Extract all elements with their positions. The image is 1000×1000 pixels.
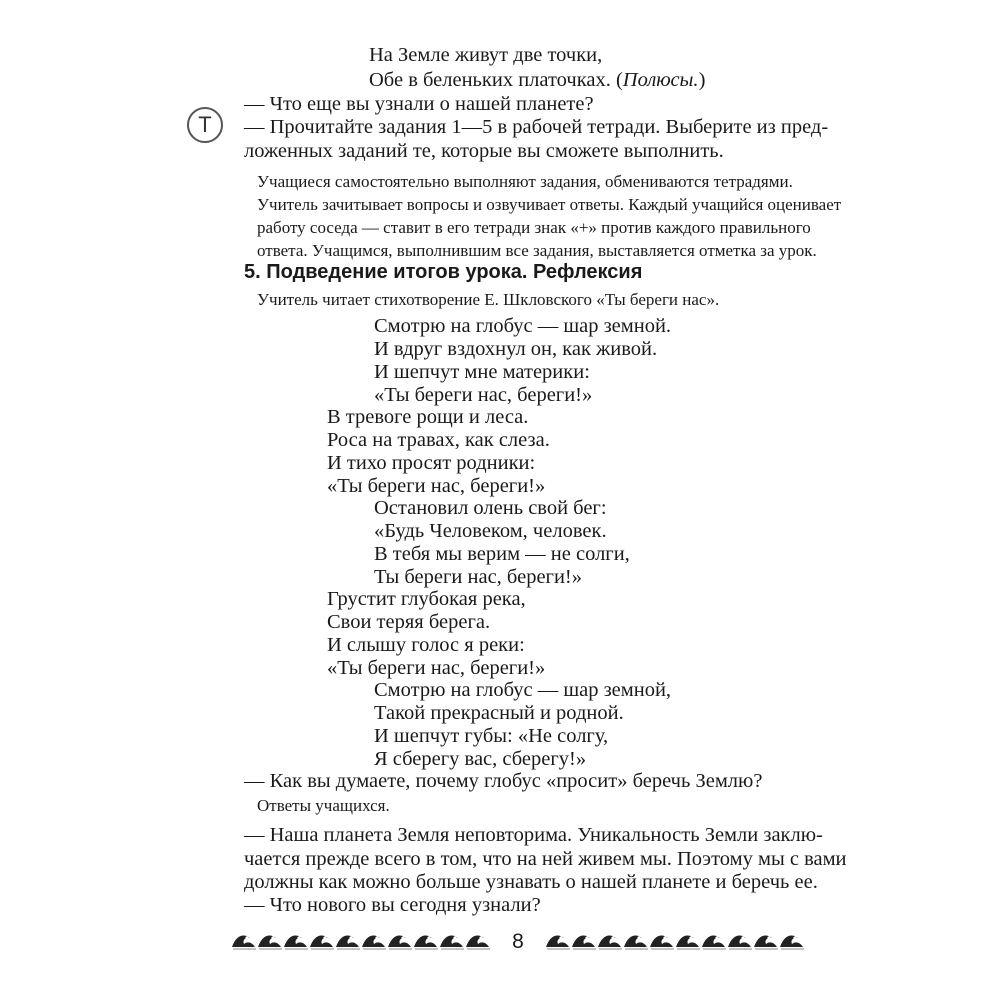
poem-line: «Будь Человеком, человек. <box>374 520 607 542</box>
poem-line: «Ты береги нас, береги!» <box>327 475 546 497</box>
poem-line: «Ты береги нас, береги!» <box>374 384 593 406</box>
question-globe: — Как вы думаете, почему глобус «просит» беречь Землю? <box>244 770 763 792</box>
section-heading: 5. Подведение итогов урока. Рефлексия <box>244 261 643 283</box>
poem-line: «Ты береги нас, береги!» <box>327 657 546 679</box>
answers-note: Ответы учащихся. <box>257 796 390 815</box>
task-instruction-line-2: ложенных заданий те, которые вы сможете выполнить. <box>244 140 724 162</box>
riddle-line-2 <box>369 69 705 92</box>
instruction-line: ответа. Учащимся, выполнившим все задания, выставляется отметка за урок. <box>257 241 817 260</box>
poem-line: Остановил олень свой бег: <box>374 497 607 519</box>
poem-line: Роса на травах, как слеза. <box>327 429 550 451</box>
page-number: 8 <box>512 930 524 953</box>
riddle-answer: Полюсы. <box>622 69 699 91</box>
poem-line: Такой прекрасный и родной. <box>374 702 624 724</box>
closing-line: должны как можно больше узнавать о нашей планете и беречь ее. <box>244 871 818 893</box>
poem-line: Свои теряя берега. <box>327 611 491 633</box>
poem-intro: Учитель читает стихотворение Е. Шкловского «Ты береги нас». <box>257 290 720 309</box>
instruction-line: Учитель зачитывает вопросы и озвучивает ответы. Каждый учащийся оценивает <box>257 195 842 214</box>
wave-ornament-left-icon <box>231 929 491 955</box>
poem-line: И шепчут губы: «Не солгу, <box>374 725 609 747</box>
riddle-text: Обе в беленьких платочках. ( <box>369 69 623 91</box>
instruction-line: Учащиеся самостоятельно выполняют задания, обмениваются тетрадями. <box>257 172 793 191</box>
poem-line: Я сберегу вас, сберегу!» <box>374 748 587 770</box>
closing-line: — Что нового вы сегодня узнали? <box>244 894 541 916</box>
closing-line: — Наша планета Земля неповторима. Уникальность Земли заклю- <box>244 824 823 846</box>
poem-line: И вдруг вздохнул он, как живой. <box>374 338 658 360</box>
poem-line: Ты береги нас, береги!» <box>374 566 582 588</box>
poem-line: И шепчут мне материки: <box>374 361 590 383</box>
poem-line: Грустит глубокая река, <box>327 588 526 610</box>
poem-line: И тихо просят родники: <box>327 452 536 474</box>
task-instruction-line-1: — Прочитайте задания 1—5 в рабочей тетради. Выберите из пред- <box>244 116 829 138</box>
poem-line: В тебя мы верим — не солги, <box>374 543 630 565</box>
poem-line: В тревоге рощи и леса. <box>327 406 529 428</box>
question-learned: — Что еще вы узнали о нашей планете? <box>244 93 594 115</box>
wave-ornament-right-icon <box>545 929 805 955</box>
poem-line: И слышу голос я реки: <box>327 634 525 656</box>
riddle-line-1: На Земле живут две точки, <box>369 44 603 66</box>
instruction-line: работу соседа — ставит в его тетради знак «+» против каждого правильного <box>257 218 811 237</box>
riddle-end: ) <box>698 69 706 91</box>
closing-line: чается прежде всего в том, что на ней живем мы. Поэтому мы с вами <box>244 848 847 870</box>
poem-line: Смотрю на глобус — шар земной. <box>374 315 672 337</box>
poem-line: Смотрю на глобус — шар земной, <box>374 679 672 701</box>
teacher-badge-icon: Т <box>187 107 223 143</box>
